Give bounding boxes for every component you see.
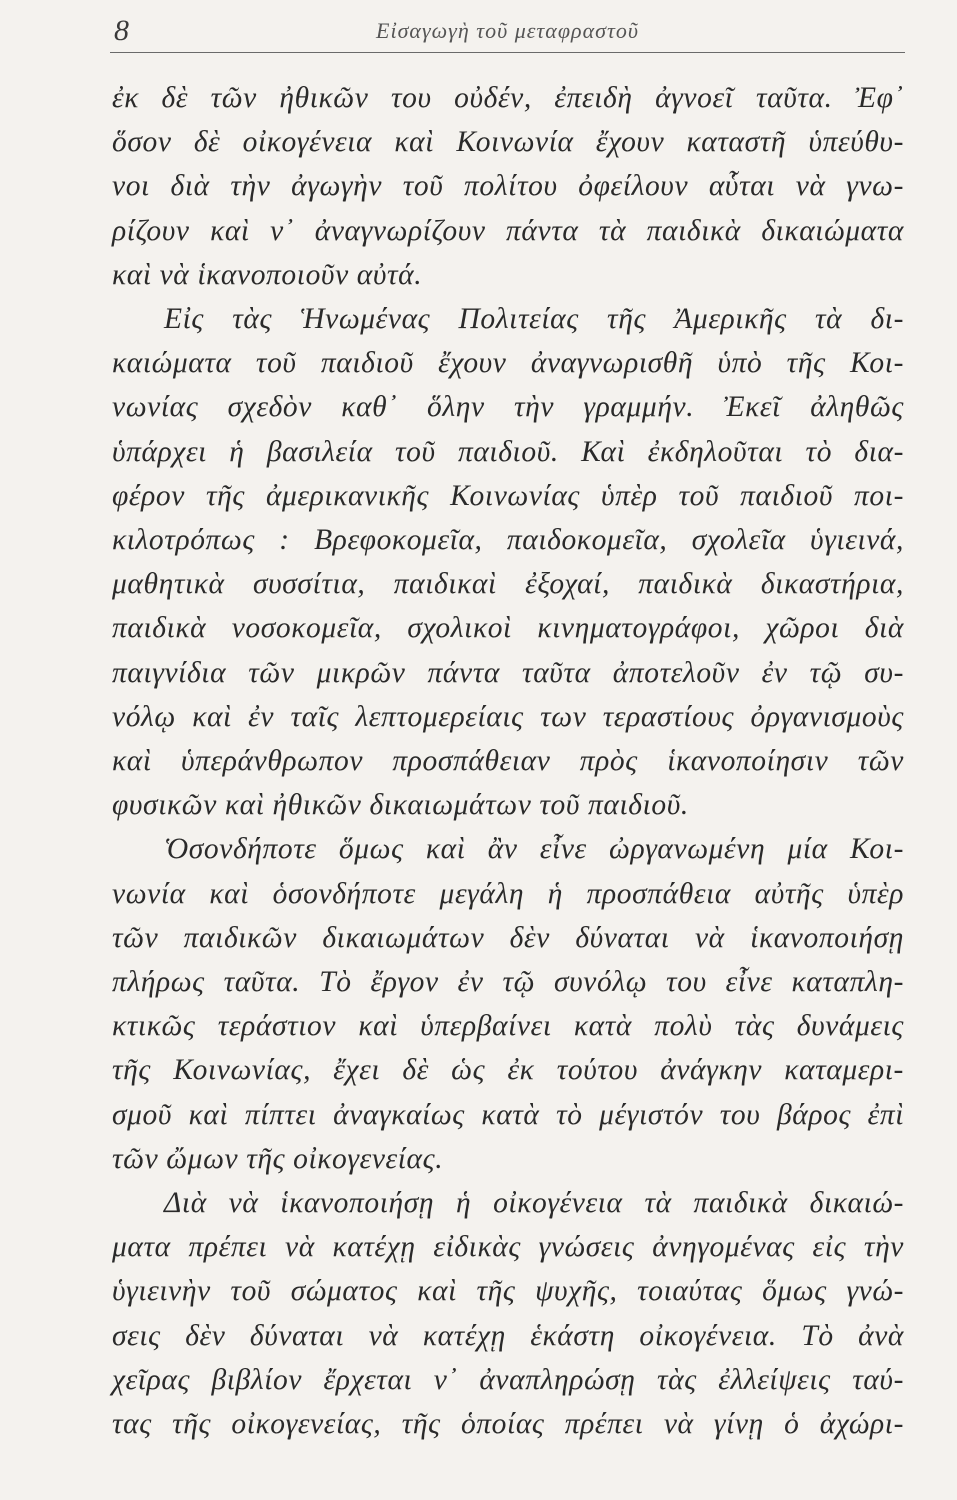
text-line: παιγνίδια τῶν μικρῶν πάντα ταῦτα ἀποτελοῦν ἐν τῷ συ- (112, 656, 904, 689)
page-header (110, 8, 905, 53)
running-title: Εἰσαγωγὴ τοῦ μεταφραστοῦ (376, 18, 639, 43)
text-line: χεῖρας βιβλίον ἔρχεται ν᾿ ἀναπληρώσῃ τὰς ἐλλείψεις ταύ- (112, 1363, 904, 1396)
text-line: ὑπάρχει ἡ βασιλεία τοῦ παιδιοῦ. Καὶ ἐκδηλοῦται τὸ δια- (112, 435, 904, 468)
text-line: σεις δὲν δύναται νὰ κατέχῃ ἑκάστη οἰκογένεια. Τὸ ἀνὰ (112, 1319, 904, 1352)
text-line: νοι διὰ τὴν ἀγωγὴν τοῦ πολίτου ὀφείλουν αὗται νὰ γνω- (112, 170, 904, 203)
text-line: ἐκ δὲ τῶν ἠθικῶν του οὐδέν, ἐπειδὴ ἀγνοεῖ ταῦτα. Ἐφ᾿ (112, 82, 904, 114)
text-line: Διὰ νὰ ἱκανοποιήσῃ ἡ οἰκογένεια τὰ παιδικὰ δικαιώ- (164, 1187, 904, 1220)
text-line: φυσικῶν καὶ ἠθικῶν δικαιωμάτων τοῦ παιδιοῦ. (112, 789, 689, 822)
text-line: τῆς Κοινωνίας, ἔχει δὲ ὡς ἐκ τούτου ἀνάγκην καταμερι- (112, 1054, 904, 1087)
text-line: τῶν παιδικῶν δικαιωμάτων δὲν δύναται νὰ ἱκανοποιήσῃ (112, 921, 904, 954)
text-line: σμοῦ καὶ πίπτει ἀναγκαίως κατὰ τὸ μέγιστόν του βάρος ἐπὶ (112, 1098, 904, 1131)
text-line: ρίζουν καὶ ν᾿ ἀναγνωρίζουν πάντα τὰ παιδικὰ δικαιώματα (112, 214, 904, 247)
text-line: κιλοτρόπως : Βρεφοκομεῖα, παιδοκομεῖα, σχολεῖα ὑγιεινά, (112, 524, 904, 557)
text-line: τῶν ὤμων τῆς οἰκογενείας. (112, 1142, 444, 1175)
text-line: ὑγιεινὴν τοῦ σώματος καὶ τῆς ψυχῆς, τοιαύτας ὅμως γνώ- (112, 1275, 904, 1308)
page-number: 8 (114, 14, 129, 47)
text-line: νωνία καὶ ὁσονδήποτε μεγάλη ἡ προσπάθεια αὐτῆς ὑπὲρ (112, 877, 904, 910)
text-line: νόλῳ καὶ ἐν ταῖς λεπτομερείαις των τεραστίους ὀργανισμοὺς (112, 700, 904, 733)
text-line: μαθητικὰ συσσίτια, παιδικαὶ ἐξοχαί, παιδικὰ δικαστήρια, (112, 568, 904, 601)
text-line: κτικῶς τεράστιον καὶ ὑπερβαίνει κατὰ πολὺ τὰς δυνάμεις (112, 1010, 904, 1043)
text-line: νωνίας σχεδὸν καθ᾿ ὅλην τὴν γραμμήν. Ἐκεῖ ἀληθῶς (112, 391, 904, 424)
text-line: Εἰς τὰς Ἡνωμένας Πολιτείας τῆς Ἀμερικῆς τὰ δι- (164, 303, 904, 336)
text-line: καὶ νὰ ἱκανοποιοῦν αὐτά. (112, 258, 423, 291)
text-line: πλήρως ταῦτα. Τὸ ἔργον ἐν τῷ συνόλῳ του εἶνε καταπλη- (112, 966, 904, 999)
text-line: τας τῆς οἰκογενείας, τῆς ὁποίας πρέπει νὰ γίνῃ ὁ ἀχώρι- (112, 1408, 904, 1441)
text-line: Ὁσονδήποτε ὅμως καὶ ἂν εἶνε ὠργανωμένη μία Κοι- (164, 833, 904, 866)
body-text (112, 76, 904, 1446)
text-line: φέρον τῆς ἀμερικανικῆς Κοινωνίας ὑπὲρ τοῦ παιδιοῦ ποι- (112, 479, 904, 512)
text-line: παιδικὰ νοσοκομεῖα, σχολικοὶ κινηματογράφοι, χῶροι διὰ (112, 612, 904, 645)
text-line: ὅσον δὲ οἰκογένεια καὶ Κοινωνία ἔχουν καταστῆ ὑπεύθυ- (112, 126, 904, 159)
text-line: καιώματα τοῦ παιδιοῦ ἔχουν ἀναγνωρισθῆ ὑπὸ τῆς Κοι- (112, 347, 904, 380)
text-line: ματα πρέπει νὰ κατέχῃ εἰδικὰς γνώσεις ἀνηγομένας εἰς τὴν (112, 1231, 904, 1264)
text-line: καὶ ὑπεράνθρωπον προσπάθειαν πρὸς ἱκανοποίησιν τῶν (112, 745, 904, 778)
